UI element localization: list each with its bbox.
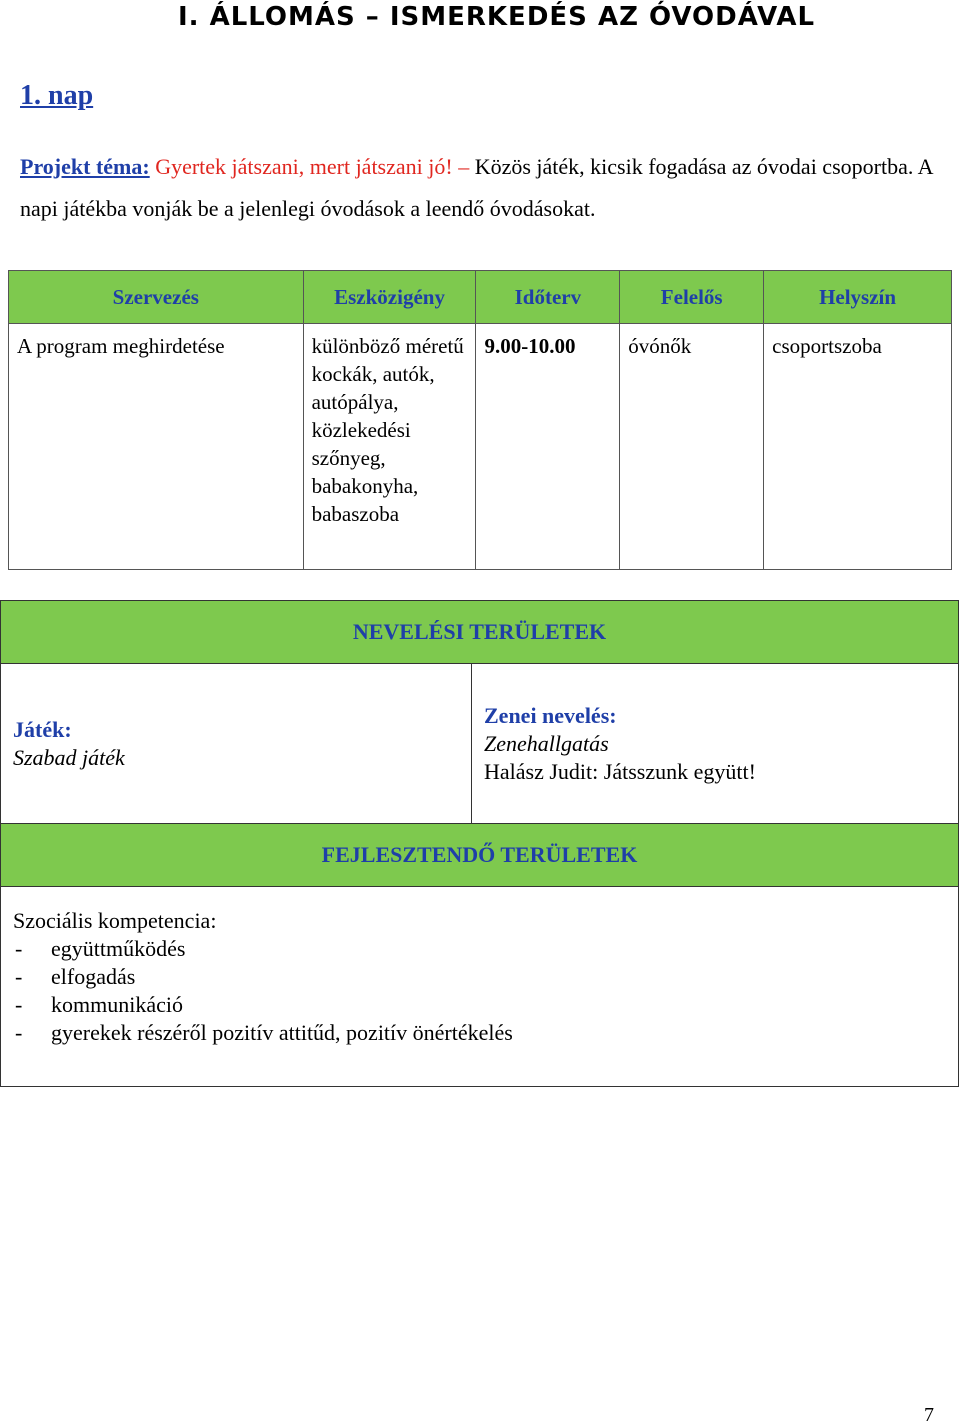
- project-intro: [20, 146, 940, 230]
- list-item: [15, 991, 946, 1019]
- zenei-neveles-cell: [472, 664, 768, 824]
- cell-helyszin: csoportszoba: [764, 324, 952, 570]
- col-header-idoterv: Időterv: [476, 271, 620, 324]
- day-heading: 1. nap: [20, 80, 94, 111]
- schedule-table: [8, 270, 952, 570]
- page-number: 7: [924, 1404, 934, 1426]
- kompetencia-list: [13, 935, 946, 1047]
- jatek-label: Játék:: [13, 717, 72, 742]
- project-theme-title: Gyertek játszani, mert játszani jó!: [155, 154, 453, 179]
- zenei-value-2: Halász Judit: Játsszunk együtt!: [484, 759, 756, 784]
- col-header-felelos: Felelős: [620, 271, 764, 324]
- fejlesztendo-header: FEJLESZTENDŐ TERÜLETEK: [1, 824, 958, 887]
- zenei-label: Zenei nevelés:: [484, 703, 617, 728]
- list-item: [15, 1019, 946, 1047]
- list-item-text: elfogadás: [51, 964, 136, 989]
- list-item: [15, 935, 946, 963]
- cell-idoterv: 9.00-10.00: [476, 324, 620, 570]
- project-description: Közös játék, kicsik fogadása az óvodai csoportba. A napi játékba vonják be a jelenlegi óvodások a leendő óvodásokat.: [20, 154, 933, 221]
- nevelesi-teruletek-box: [0, 600, 959, 824]
- list-item-text: együttműködés: [51, 936, 186, 961]
- kompetencia-subtitle: Szociális kompetencia:: [13, 908, 217, 933]
- bullet-dash: -: [15, 1020, 23, 1045]
- col-header-helyszin: Helyszín: [764, 271, 952, 324]
- cell-felelos: óvónők: [620, 324, 764, 570]
- zenei-value-1: Zenehallgatás: [484, 731, 609, 756]
- bullet-dash: -: [15, 964, 23, 989]
- project-theme-label: Projekt téma:: [20, 154, 150, 179]
- cell-szervezes: A program meghirdetése: [9, 324, 304, 570]
- jatek-value: Szabad játék: [13, 745, 125, 770]
- theme-dash: –: [458, 154, 470, 179]
- list-item-text: kommunikáció: [51, 992, 183, 1017]
- col-header-eszkozigeny: Eszközigény: [303, 271, 476, 324]
- list-item: [15, 963, 946, 991]
- nevelesi-header: NEVELÉSI TERÜLETEK: [1, 601, 958, 664]
- fejlesztendo-teruletek-box: [0, 823, 959, 1087]
- list-item-text: gyerekek részéről pozitív attitűd, pozitív önértékelés: [51, 1020, 513, 1045]
- section-heading: I. ÁLLOMÁS – ISMERKEDÉS AZ ÓVODÁVAL: [178, 2, 816, 32]
- cell-eszkozigeny: különböző méretű kockák, autók, autópálya, közlekedési szőnyeg, babakonyha, babaszoba: [303, 324, 476, 570]
- bullet-dash: -: [15, 992, 23, 1017]
- bullet-dash: -: [15, 936, 23, 961]
- jatek-cell: [1, 664, 472, 824]
- schedule-header-row: [9, 271, 952, 324]
- schedule-row: [9, 324, 952, 570]
- col-header-szervezes: Szervezés: [9, 271, 304, 324]
